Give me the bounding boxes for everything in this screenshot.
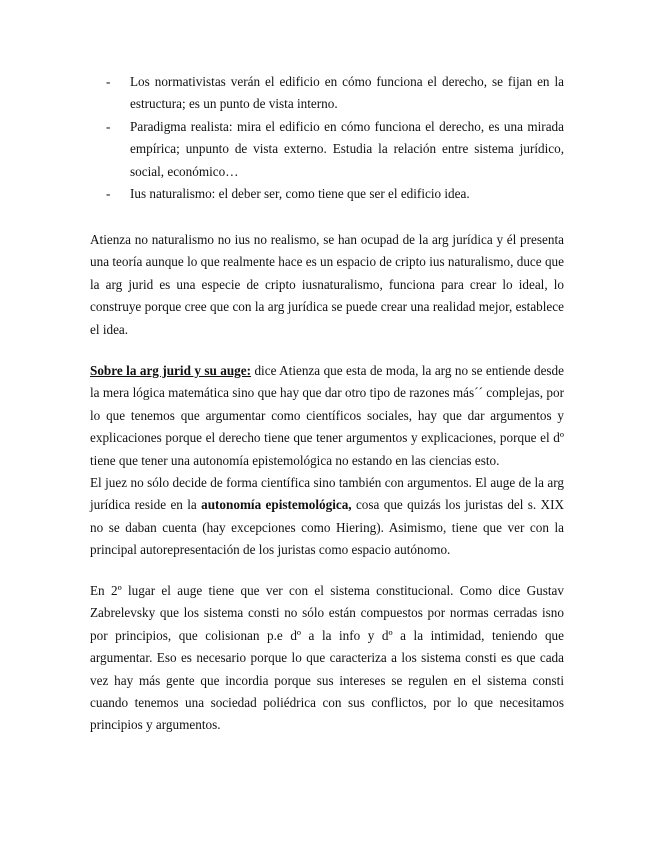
bold-term: autonomía epistemológica,	[201, 497, 352, 513]
bullet-text: Los normativistas verán el edificio en cómo funciona el derecho, se fijan en la estructura; es un punto de vista interno.	[130, 74, 564, 112]
bullet-list	[106, 71, 564, 205]
bullet-text: Paradigma realista: mira el edificio en cómo funciona el derecho, es una mirada empírica; unpunto de vista externo. Estudia la relación entre sistema jurídico, social, económico…	[130, 118, 564, 179]
paragraph-sistema-constitucional: En 2º lugar el auge tiene que ver con el sistema constitucional. Como dice Gustav Zabrelevsky que los sistema consti no sólo están compuestos por normas cerradas isno por principios, que colisionan p.e dº a la info y dº a la intimidad, teniendo que argumentar. Eso es necesario porque lo que caracteriza a los sistema consti es que cada vez hay más gente que incordia porque sus intereses se regulen en el sistema consti cuando tenemos una sociedad poliédrica con sus conflictos, por lo que necesitamos principios y argumentos.	[90, 583, 564, 733]
bullet-text: Ius naturalismo: el deber ser, como tiene que ser el edificio idea.	[130, 186, 470, 202]
bullet-dash: -	[106, 118, 111, 134]
bullet-item-paradigma-realista	[106, 116, 564, 183]
bullet-dash: -	[106, 74, 111, 89]
bullet-item-ius-naturalismo	[106, 183, 564, 205]
bullet-item-normativistas	[106, 71, 564, 116]
paragraph-text-a: dice Atienza que esta de moda, la arg no se entiende desde la mera lógica matemática sino que hay que dar otro tipo de razones más´´ complejas, por lo que tenemos que argumentar como científicos sociales, hay que dar argumentos y explicaciones porque el derecho tiene que tener argumentos y explicaciones, porque el dº tiene que tener una autonomía epistemológica no estando en las ciencias esto.	[90, 363, 565, 468]
paragraph-auge	[90, 360, 564, 562]
paragraph-heading: Sobre la arg jurid y su auge:	[90, 363, 252, 378]
paragraph-atienza: Atienza no naturalismo no ius no realismo, se han ocupad de la arg jurídica y él presenta una teoría aunque lo que realmente hace es un espacio de cripto ius naturalismo, duce que la arg jurid es una especie de cripto iusnaturalismo, funciona para crear lo ideal, lo construye porque cree que con la arg jurídica se puede crear una realidad mejor, establece el idea.	[90, 232, 564, 337]
paragraph-text-b: El juez no sólo decide de forma científica sino también con argumentos. El auge de la arg jurídica reside en la	[90, 475, 564, 513]
bullet-dash: -	[106, 186, 111, 202]
paragraph-text-c: cosa que quizás los juristas del s. XIX no se daban cuenta (hay excepciones como Hiering). Asimismo, tiene que ver con la principal autorepresentación de los juristas como espacio autónomo.	[90, 497, 564, 558]
